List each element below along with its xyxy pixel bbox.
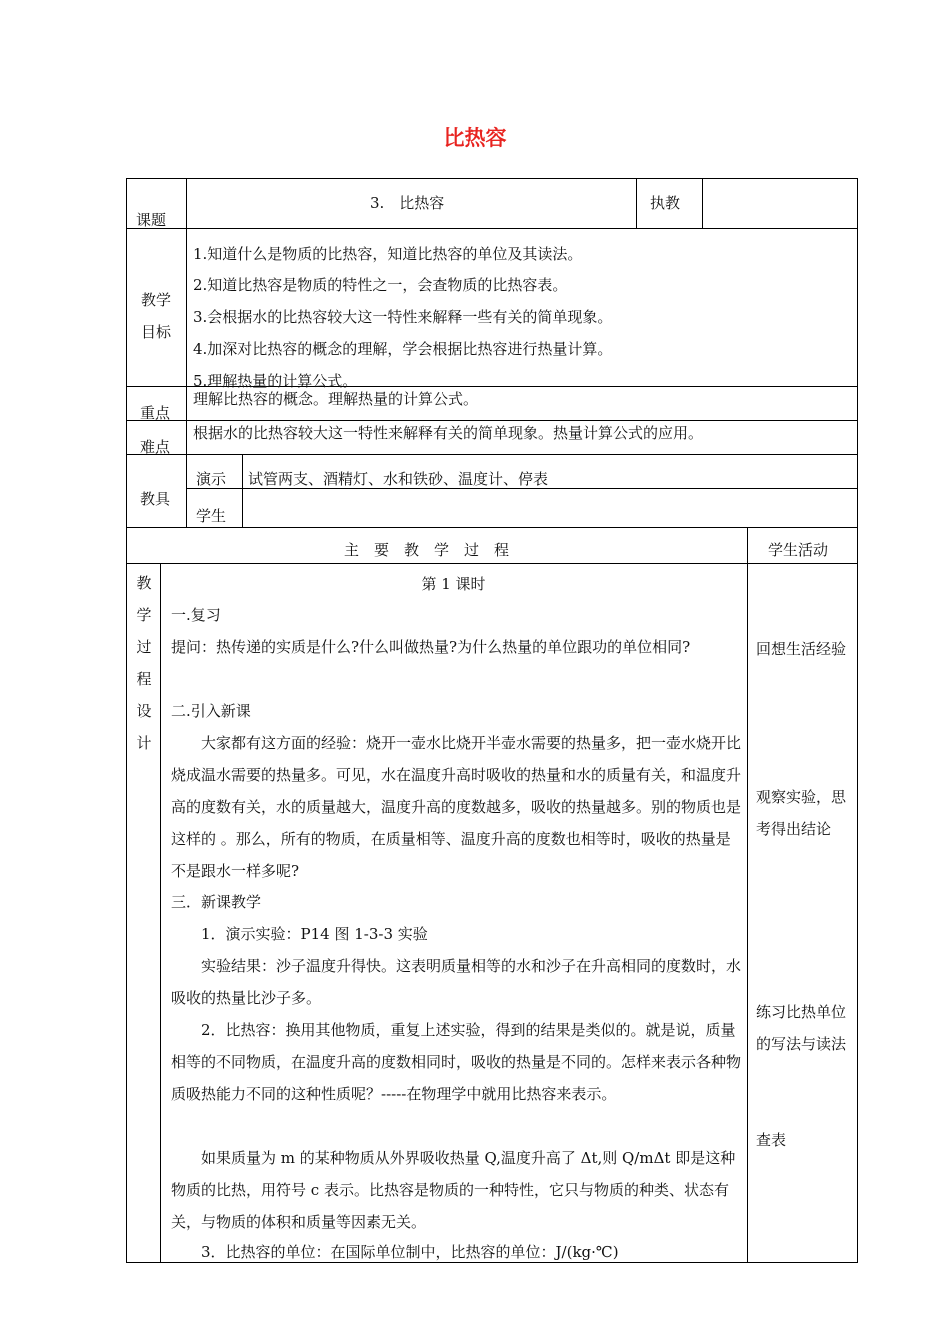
activity-practice: 练习比热单位的写法与读法: [756, 1003, 847, 1053]
side-label-char: 学: [136, 606, 152, 624]
side-label-char: 程: [136, 670, 152, 688]
difficulties-label: 难点: [140, 438, 171, 456]
key-points-text: 理解比热容的概念。理解热量的计算公式。: [193, 390, 479, 408]
review-question: 提问：热传递的实质是什么?什么叫做热量?为什么热量的单位跟功的单位相同?: [171, 638, 691, 656]
activity-observe: 观察实验，思考得出结论: [756, 788, 847, 838]
objective-item: 3.会根据水的比热容较大这一特性来解释一些有关的简单现象。: [193, 308, 613, 326]
document-title: 比热容: [443, 126, 507, 150]
demo-label: 演示: [196, 470, 227, 488]
activity-lookup: 查表: [756, 1131, 787, 1149]
side-label-char: 教: [136, 574, 152, 592]
side-label-char: 设: [136, 702, 152, 720]
activity-header: 学生活动: [768, 541, 829, 559]
side-label-char: 计: [136, 734, 152, 752]
student-label: 学生: [196, 507, 227, 525]
key-points-label: 重点: [140, 404, 171, 422]
review-heading: 一.复习: [171, 606, 221, 624]
difficulties-text: 根据水的比热容较大这一特性来解释有关的简单现象。热量计算公式的应用。: [193, 424, 704, 442]
objective-item: 2.知道比热容是物质的特性之一，会查物质的比热容表。: [193, 276, 568, 294]
objectives-label-1: 教学: [141, 291, 172, 309]
specific-heat-concept: 2．比热容：换用其他物质，重复上述实验，得到的结果是类似的。就是说，质量相等的不同物质，在温度升高的度数相同时，吸收的热量是不同的。怎样来表示各种物质吸热能力不同的这种性质呢？-----在物理学中就用比热容来表示。: [171, 1021, 742, 1103]
lesson-number: 第 1 课时: [421, 575, 486, 593]
objective-item: 5.理解热量的计算公式。: [193, 372, 358, 390]
process-header: 主 要 教 学 过 程: [344, 541, 510, 559]
demo-text: 试管两支、酒精灯、水和铁砂、温度计、停表: [248, 470, 549, 488]
teacher-label: 执教: [650, 194, 681, 212]
objective-item: 4.加深对比热容的概念的理解，学会根据比热容进行热量计算。: [193, 340, 613, 358]
intro-paragraph: 大家都有这方面的经验：烧开一壶水比烧开半壶水需要的热量多，把一壶水烧开比烧成温水需要的热量多。可见，水在温度升高时吸收的热量和水的质量有关，和温度升高的度数有关，水的质量越大，温度升高的度数越多，吸收的热量越多。别的物质也是这样的 。那么，所有的物质，在质量相等、温度升高的度数也相等时，吸收的热量是不是跟水一样多呢?: [171, 734, 742, 880]
topic-label: 课题: [136, 211, 167, 229]
specific-heat-definition: 如果质量为 m 的某种物质从外界吸收热量 Q,温度升高了 Δt,则 Q/mΔt 即是这种物质的比热，用符号 c 表示。比热容是物质的一种特性，它只与物质的种类、状态有关，与物质的体积和质量等因素无关。: [171, 1149, 736, 1231]
unit-paragraph: 3．比热容的单位：在国际单位制中，比热容的单位：J/(kg·℃): [201, 1243, 619, 1261]
equipment-label: 教具: [140, 490, 171, 508]
demo-experiment: 1．演示实验：P14 图 1-3-3 实验: [201, 925, 428, 943]
side-label-char: 过: [136, 638, 152, 656]
experiment-result: 实验结果：沙子温度升得快。这表明质量相等的水和沙子在升高相同的度数时，水吸收的热量比沙子多。: [171, 957, 742, 1007]
intro-heading: 二.引入新课: [171, 702, 251, 720]
objectives-label-2: 目标: [141, 323, 172, 341]
topic-value: 3. 比热容: [370, 194, 445, 212]
activity-recall: 回想生活经验: [756, 640, 847, 658]
new-lesson-heading: 三．新课教学: [171, 893, 262, 911]
objective-item: 1.知道什么是物质的比热容，知道比热容的单位及其读法。: [193, 245, 583, 263]
